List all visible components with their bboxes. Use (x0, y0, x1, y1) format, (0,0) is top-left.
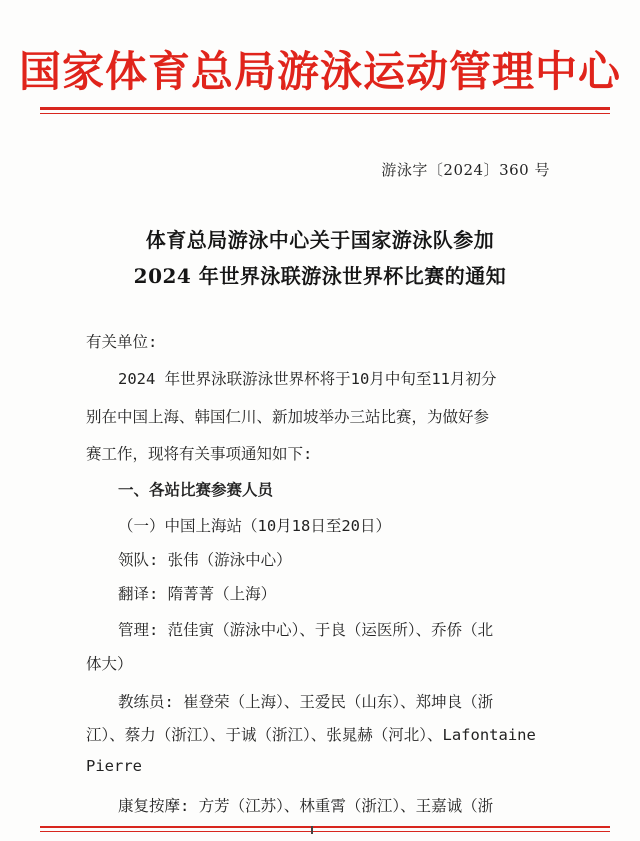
translator: 翻译: 隋菁菁（上海） (118, 585, 277, 603)
paragraph-1-line-3: 赛工作，现将有关事项通知如下: (86, 445, 313, 463)
letterhead-title: 国家体育总局游泳运动管理中心 (18, 47, 621, 96)
footer-rule-thick (40, 826, 610, 828)
footer-rule-thin (40, 831, 610, 832)
letterhead-rule-thin (40, 113, 610, 114)
letterhead-rule-thick (40, 107, 610, 110)
coaches-line-2: 江）、蔡力（浙江）、于诚（浙江）、张晁赫（河北）、Lafontaine (86, 726, 536, 744)
coaches-line-1: 教练员: 崔登荣（上海）、王爱民（山东）、郑坤良（浙 (118, 693, 494, 711)
document-title-line-1: 体育总局游泳中心关于国家游泳队参加 (145, 228, 495, 252)
management-line-2: 体大） (86, 655, 133, 673)
section-heading-1: 一、各站比赛参赛人员 (118, 481, 274, 499)
document-title-line-2: 2024 年世界泳联游泳世界杯比赛的通知 (133, 264, 507, 288)
paragraph-1-line-2: 别在中国上海、韩国仁川、新加坡举办三站比赛，为做好参 (86, 408, 490, 426)
addressee: 有关单位: (86, 333, 158, 351)
coaches-line-3: Pierre (86, 757, 142, 775)
subsection-shanghai: （一）中国上海站（10月18日至20日） (118, 517, 391, 535)
management-line-1: 管理: 范佳寅（游泳中心）、于良（运医所）、乔侨（北 (118, 621, 494, 639)
footer-tick (311, 826, 313, 834)
rehab-line-1: 康复按摩: 方芳（江苏）、林重霄（浙江）、王嘉诚（浙 (118, 797, 494, 815)
paragraph-1-line-1: 2024 年世界泳联游泳世界杯将于10月中旬至11月初分 (118, 370, 497, 388)
document-title (0, 222, 640, 294)
document-number: 游泳字〔2024〕360 号 (381, 161, 550, 179)
team-leader: 领队: 张伟（游泳中心） (118, 551, 292, 569)
